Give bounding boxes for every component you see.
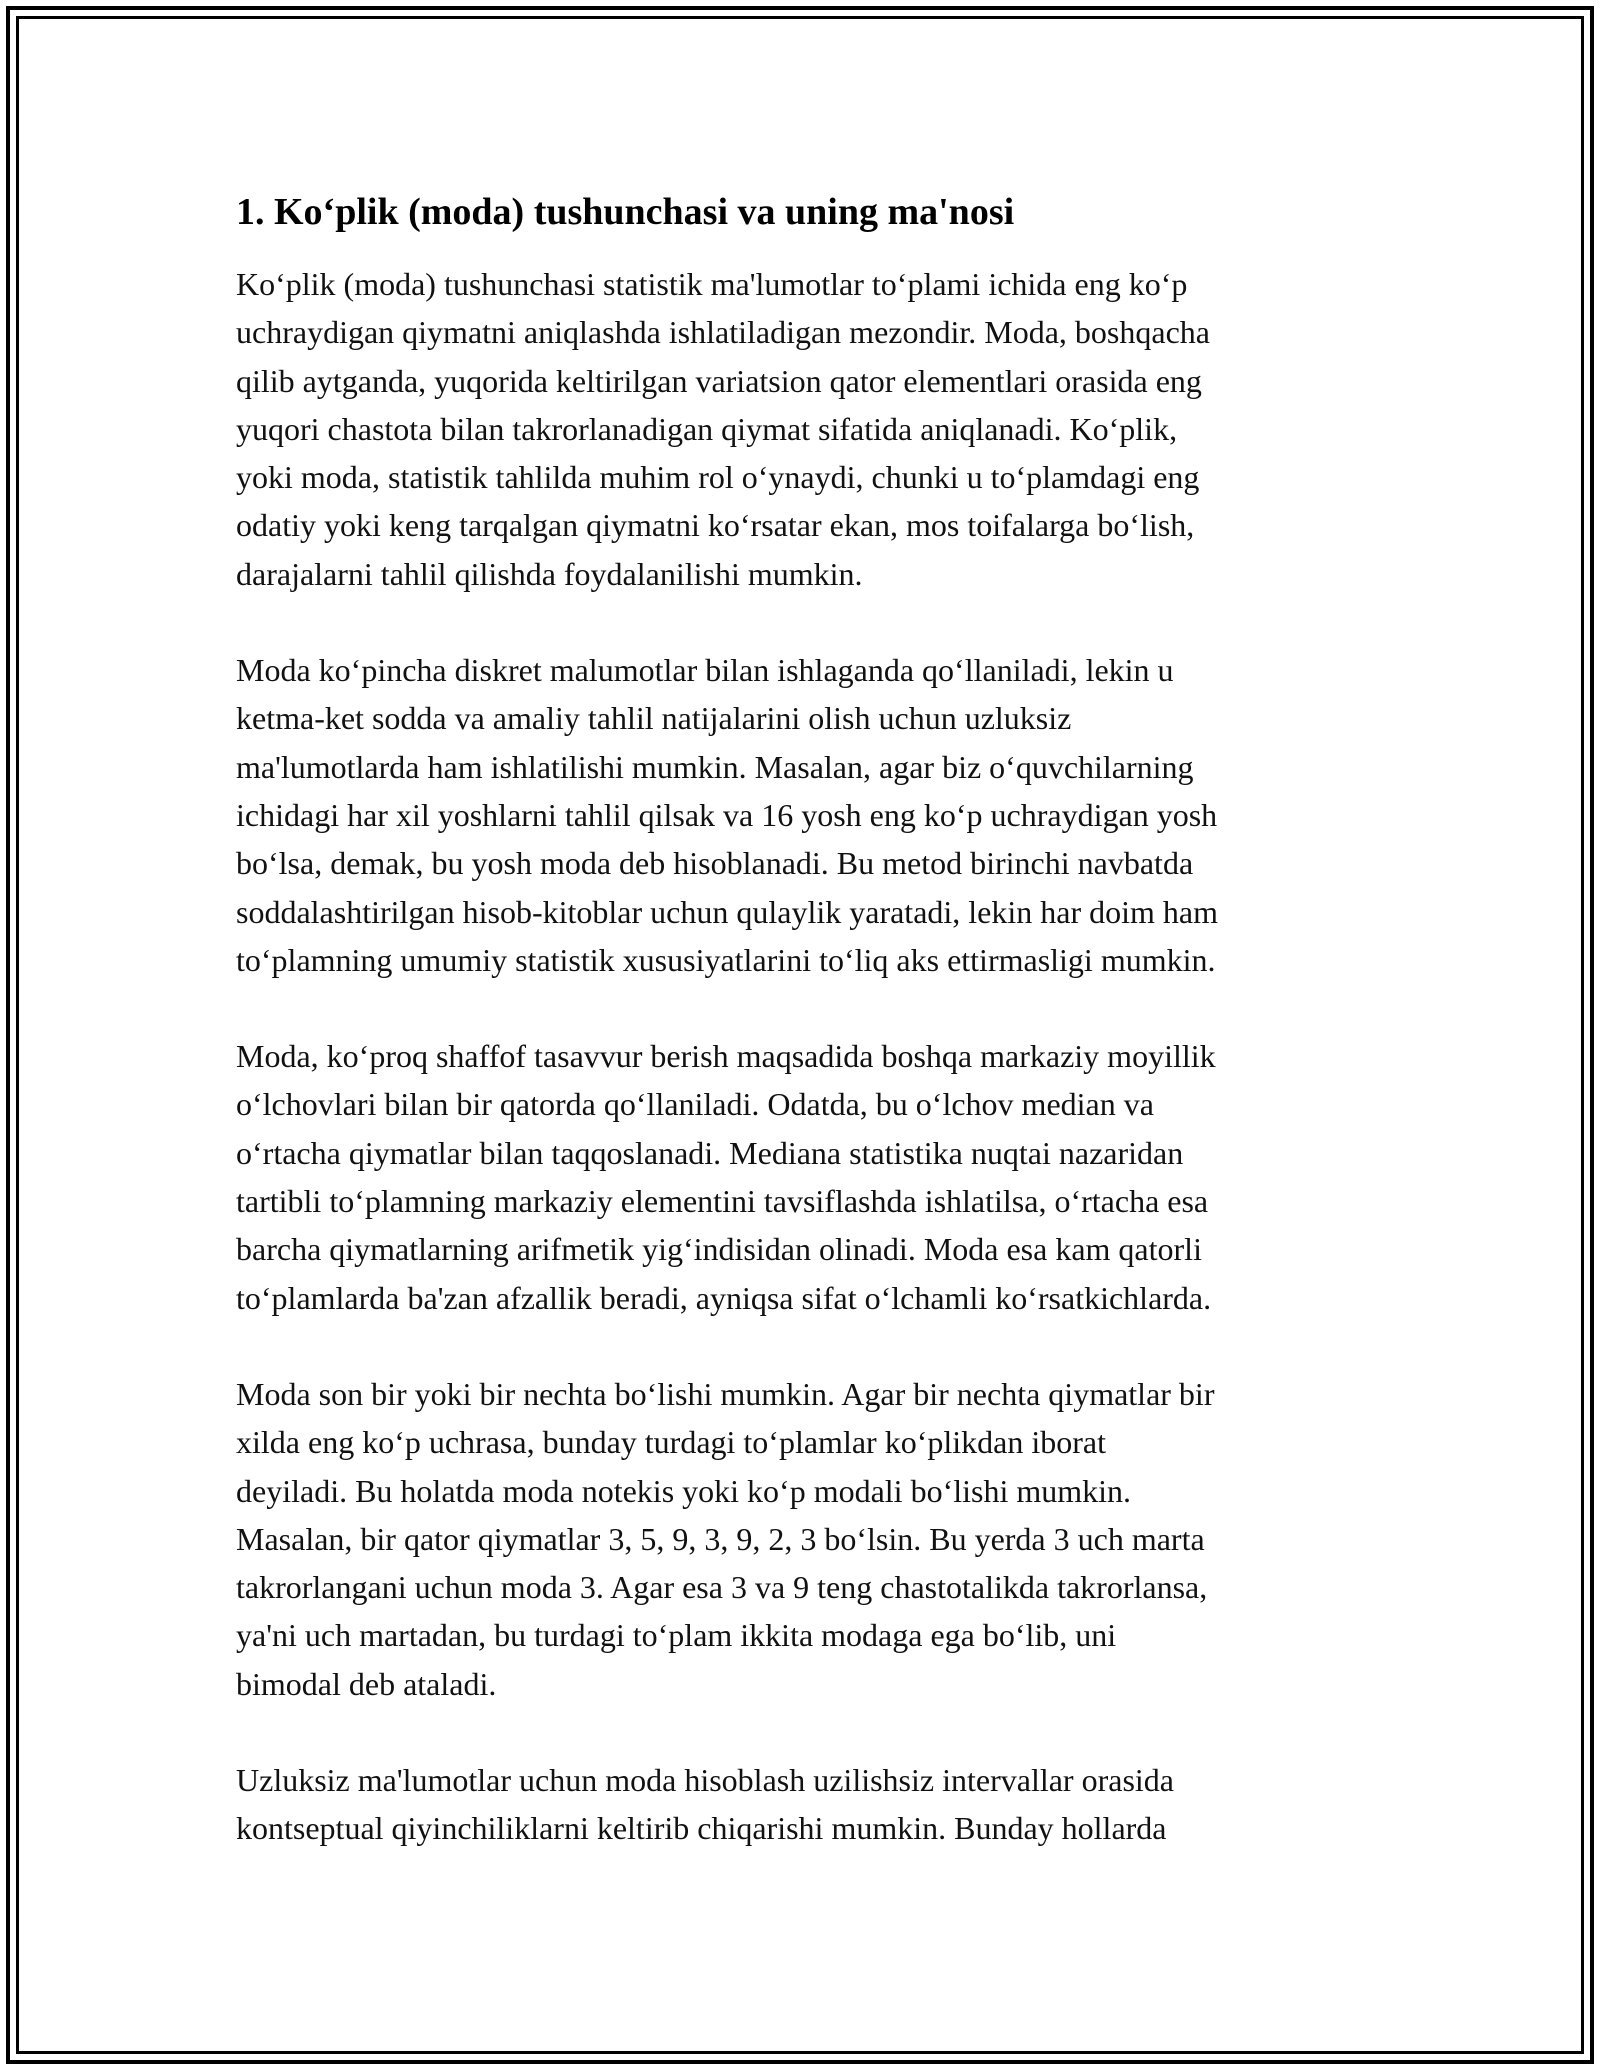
paragraph-5 [236,1756,1366,1853]
text-line: ichidagi har xil yoshlarni tahlil qilsak va 16 yosh eng ko‘p uchraydigan yosh [236,796,1218,833]
text-line: darajalarni tahlil qilishda foydalanilishi mumkin. [236,555,863,592]
text-line: soddalashtirilgan hisob-kitoblar uchun qulaylik yaratadi, lekin har doim ham [236,893,1218,930]
text-line: xilda eng ko‘p uchrasa, bunday turdagi to‘plamlar ko‘plikdan iborat [236,1424,1106,1461]
document-body [236,186,1366,1901]
text-line: deyiladi. Bu holatda moda notekis yoki ko‘p modali bo‘lishi mumkin. [236,1472,1132,1509]
text-line: Moda son bir yoki bir nechta bo‘lishi mumkin. Agar bir nechta qiymatlar bir [236,1375,1215,1412]
text-line: Uzluksiz ma'lumotlar uchun moda hisoblash uzilishsiz intervallar orasida [236,1762,1174,1799]
text-line: bo‘lsa, demak, bu yosh moda deb hisoblanadi. Bu metod birinchi navbatda [236,845,1194,882]
text-line: bimodal deb ataladi. [236,1665,497,1702]
paragraph-4 [236,1370,1366,1708]
text-line: barcha qiymatlarning arifmetik yig‘indisidan olinadi. Moda esa kam qatorli [236,1231,1202,1268]
text-line: tartibli to‘plamning markaziy elementini tavsiflashda ishlatilsa, o‘rtacha esa [236,1183,1209,1220]
section-heading: 1. Ko‘plik (moda) tushunchasi va uning ma'nosi [236,191,1015,233]
text-line: ya'ni uch martadan, bu turdagi to‘plam ikkita modaga ega bo‘lib, uni [236,1617,1117,1654]
text-line: takrorlangani uchun moda 3. Agar esa 3 va 9 teng chastotalikda takrorlansa, [236,1569,1208,1606]
text-line: ma'lumotlarda ham ishlatilishi mumkin. Masalan, agar biz o‘quvchilarning [236,748,1194,785]
text-line: Masalan, bir qator qiymatlar 3, 5, 9, 3, 9, 2, 3 bo‘lsin. Bu yerda 3 uch marta [236,1520,1205,1557]
paragraph-2 [236,646,1366,984]
text-line: to‘plamning umumiy statistik xususiyatlarini to‘liq aks ettirmasligi mumkin. [236,941,1216,978]
text-line: to‘plamlarda ba'zan afzallik beradi, ayniqsa sifat o‘lchamli ko‘rsatkichlarda. [236,1279,1212,1316]
text-line: yoki moda, statistik tahlilda muhim rol o‘ynaydi, chunki u to‘plamdagi eng [236,459,1200,496]
text-line: Moda ko‘pincha diskret malumotlar bilan ishlaganda qo‘llaniladi, lekin u [236,652,1174,689]
paragraph-1 [236,260,1366,598]
text-line: o‘lchovlari bilan bir qatorda qo‘llaniladi. Odatda, bu o‘lchov median va [236,1086,1154,1123]
text-line: uchraydigan qiymatni aniqlashda ishlatiladigan mezondir. Moda, boshqacha [236,314,1210,351]
text-line: Ko‘plik (moda) tushunchasi statistik ma'lumotlar to‘plami ichida eng ko‘p [236,266,1188,302]
paragraph-3 [236,1032,1366,1322]
text-line: kontseptual qiyinchiliklarni keltirib chiqarishi mumkin. Bunday hollarda [236,1810,1167,1847]
text-line: qilib aytganda, yuqorida keltirilgan variatsion qator elementlari orasida eng [236,362,1202,399]
text-line: yuqori chastota bilan takrorlanadigan qiymat sifatida aniqlanadi. Ko‘plik, [236,410,1178,447]
text-line: odatiy yoki keng tarqalgan qiymatni ko‘rsatar ekan, mos toifalarga bo‘lish, [236,507,1195,544]
text-line: o‘rtacha qiymatlar bilan taqqoslanadi. Mediana statistika nuqtai nazaridan [236,1134,1184,1171]
text-line: Moda, ko‘proq shaffof tasavvur berish maqsadida boshqa markaziy moyillik [236,1038,1216,1075]
text-line: ketma-ket sodda va amaliy tahlil natijalarini olish uchun uzluksiz [236,700,1072,737]
